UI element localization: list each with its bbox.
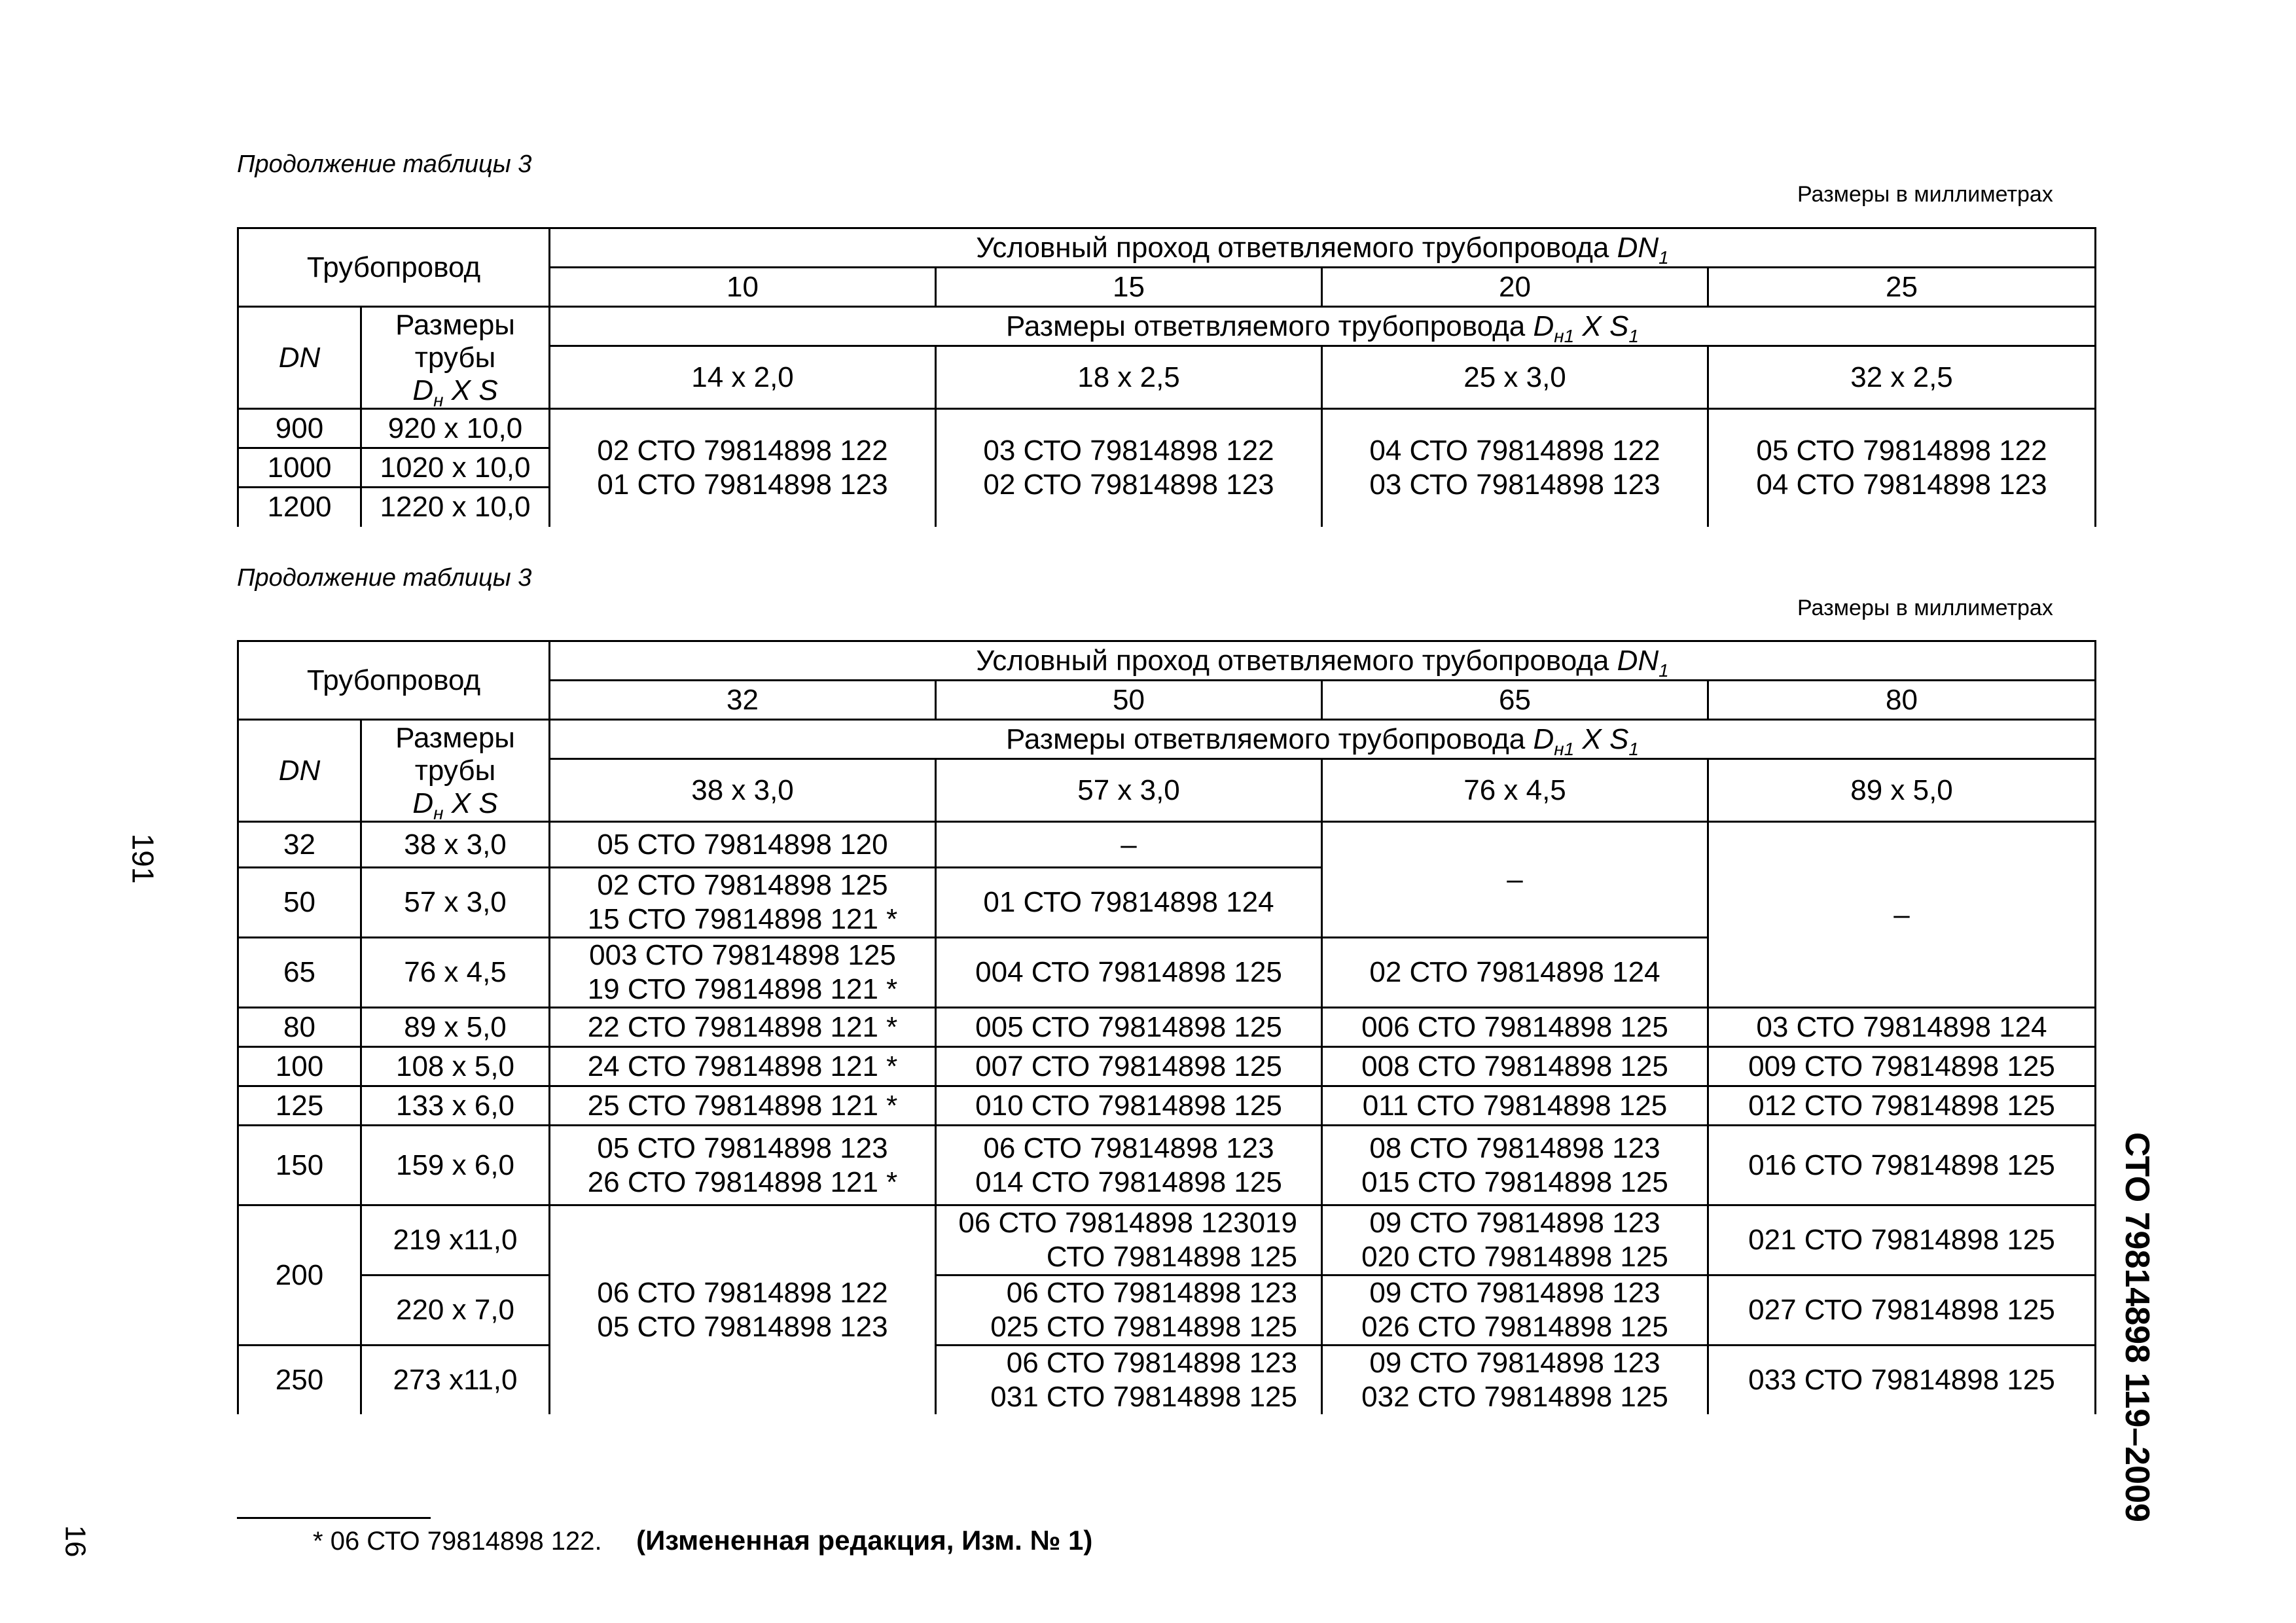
table-row-dn: 900 [238, 409, 361, 448]
table-row-dn: 200 [238, 1205, 361, 1346]
table-row-dn: 50 [238, 868, 361, 938]
table-row-size: 1220 x 10,0 [361, 488, 550, 527]
code-cell: 03 СТО 79814898 122 02 СТО 79814898 123 [936, 409, 1322, 527]
code-cell: 006 СТО 79814898 125 [1322, 1008, 1708, 1047]
dash-cell: – [936, 822, 1322, 868]
nominal-bore-header: Условный проход ответвляемого трубопровода $DN_1$ [550, 641, 2096, 681]
table-row-dn: 32 [238, 822, 361, 868]
dn1-value: 15 [936, 268, 1322, 307]
dn1-value: 20 [1322, 268, 1708, 307]
table-row-dn: 100 [238, 1047, 361, 1086]
code-cell: 03 СТО 79814898 124 [1708, 1008, 2096, 1047]
table-row-dn: 65 [238, 938, 361, 1008]
code-cell: 22 СТО 79814898 121 * [550, 1008, 936, 1047]
table-row-size: 1020 x 10,0 [361, 448, 550, 488]
table2 [237, 640, 2096, 1414]
nominal-bore-header: Условный проход ответвляемого трубопровода $DN_1$ [550, 228, 2096, 268]
dn1-value: 80 [1708, 681, 2096, 720]
footnote [313, 1525, 1092, 1556]
table-row-dn: 250 [238, 1346, 361, 1415]
dash-cell: – [1708, 822, 2096, 1008]
table-row-dn: 150 [238, 1126, 361, 1205]
pipeline-header: Трубопровод [238, 228, 550, 307]
table1-continuation-caption: Продолжение таблицы 3 [237, 151, 532, 178]
side-page-number: 191 [126, 833, 160, 884]
pipe-size-header: Размеры трубы $D_н$ X S [361, 307, 550, 409]
table2-continuation-caption: Продолжение таблицы 3 [237, 564, 532, 592]
dn1-value: 32 [550, 681, 936, 720]
code-cell: 009 СТО 79814898 125 [1708, 1047, 2096, 1086]
table1 [237, 227, 2096, 527]
code-cell: 021 СТО 79814898 125 [1708, 1205, 2096, 1275]
code-cell: 24 СТО 79814898 121 * [550, 1047, 936, 1086]
branch-size-value: 76 x 4,5 [1322, 759, 1708, 822]
pipeline-header: Трубопровод [238, 641, 550, 720]
footnote-separator [237, 1517, 431, 1519]
table-row-dn: 1000 [238, 448, 361, 488]
page-number: 16 [59, 1525, 92, 1558]
code-cell: 027 СТО 79814898 125 [1708, 1275, 2096, 1346]
table-row-size: 108 x 5,0 [361, 1047, 550, 1086]
code-cell: 05 СТО 79814898 122 04 СТО 79814898 123 [1708, 409, 2096, 527]
code-cell: 06 СТО 79814898 123 031 СТО 79814898 125 [936, 1346, 1322, 1415]
code-cell: 011 СТО 79814898 125 [1322, 1086, 1708, 1126]
code-cell: 25 СТО 79814898 121 * [550, 1086, 936, 1126]
table-row-size: 219 x11,0 [361, 1205, 550, 1275]
amendment-note: (Измененная редакция, Изм. № 1) [636, 1525, 1093, 1556]
branch-size-value: 25 x 3,0 [1322, 346, 1708, 409]
code-cell: 010 СТО 79814898 125 [936, 1086, 1322, 1126]
document-code: СТО 79814898 119–2009 [2118, 1132, 2156, 1522]
dn1-value: 50 [936, 681, 1322, 720]
code-cell: 02 СТО 79814898 122 01 СТО 79814898 123 [550, 409, 936, 527]
code-cell: 008 СТО 79814898 125 [1322, 1047, 1708, 1086]
table-row-size: 133 x 6,0 [361, 1086, 550, 1126]
table-row-dn: 1200 [238, 488, 361, 527]
code-cell: 033 СТО 79814898 125 [1708, 1346, 2096, 1415]
table-row-size: 89 x 5,0 [361, 1008, 550, 1047]
dn1-value: 65 [1322, 681, 1708, 720]
table-row-size: 273 x11,0 [361, 1346, 550, 1415]
code-cell: 06 СТО 79814898 123 025 СТО 79814898 125 [936, 1275, 1322, 1346]
code-cell: 09 СТО 79814898 123 020 СТО 79814898 125 [1322, 1205, 1708, 1275]
footnote-mark: * [313, 1527, 323, 1556]
code-cell: 02 СТО 79814898 124 [1322, 938, 1708, 1008]
table-row-size: 57 x 3,0 [361, 868, 550, 938]
code-cell: 007 СТО 79814898 125 [936, 1047, 1322, 1086]
dn-header: DN [238, 307, 361, 409]
table-row-size: 38 x 3,0 [361, 822, 550, 868]
table-row-dn: 125 [238, 1086, 361, 1126]
table-row-size: 159 x 6,0 [361, 1126, 550, 1205]
code-cell: 09 СТО 79814898 123 026 СТО 79814898 125 [1322, 1275, 1708, 1346]
code-cell: 004 СТО 79814898 125 [936, 938, 1322, 1008]
code-cell: 05 СТО 79814898 123 26 СТО 79814898 121 * [550, 1126, 936, 1205]
table-row-size: 76 x 4,5 [361, 938, 550, 1008]
branch-size-value: 14 x 2,0 [550, 346, 936, 409]
code-cell: 06 СТО 79814898 122 05 СТО 79814898 123 [550, 1205, 936, 1415]
branch-size-value: 18 x 2,5 [936, 346, 1322, 409]
dash-cell: – [1322, 822, 1708, 938]
branch-size-header: Размеры ответвляемого трубопровода $D_{н1}$ X $S_1$ [550, 720, 2096, 759]
code-cell: 09 СТО 79814898 123 032 СТО 79814898 125 [1322, 1346, 1708, 1415]
code-cell: 02 СТО 79814898 125 15 СТО 79814898 121 * [550, 868, 936, 938]
table-row-size: 920 x 10,0 [361, 409, 550, 448]
branch-size-value: 38 x 3,0 [550, 759, 936, 822]
code-cell: 005 СТО 79814898 125 [936, 1008, 1322, 1047]
code-cell: 04 СТО 79814898 122 03 СТО 79814898 123 [1322, 409, 1708, 527]
branch-size-value: 89 x 5,0 [1708, 759, 2096, 822]
code-cell: 003 СТО 79814898 125 19 СТО 79814898 121 * [550, 938, 936, 1008]
dn1-value: 25 [1708, 268, 2096, 307]
table-row-size: 220 x 7,0 [361, 1275, 550, 1346]
code-cell: 08 СТО 79814898 123 015 СТО 79814898 125 [1322, 1126, 1708, 1205]
branch-size-value: 57 x 3,0 [936, 759, 1322, 822]
pipe-size-header: Размеры трубы $D_н$ X S [361, 720, 550, 822]
dn1-value: 10 [550, 268, 936, 307]
code-cell: 06 СТО 79814898 123019 СТО 79814898 125 [936, 1205, 1322, 1275]
footnote-text: 06 СТО 79814898 122. [323, 1527, 602, 1556]
table2-units-note: Размеры в миллиметрах [1797, 596, 2053, 620]
code-cell: 05 СТО 79814898 120 [550, 822, 936, 868]
table1-units-note: Размеры в миллиметрах [1797, 182, 2053, 207]
code-cell: 016 СТО 79814898 125 [1708, 1126, 2096, 1205]
code-cell: 06 СТО 79814898 123 014 СТО 79814898 125 [936, 1126, 1322, 1205]
table-row-dn: 80 [238, 1008, 361, 1047]
code-cell: 01 СТО 79814898 124 [936, 868, 1322, 938]
code-cell: 012 СТО 79814898 125 [1708, 1086, 2096, 1126]
branch-size-value: 32 x 2,5 [1708, 346, 2096, 409]
dn-header: DN [238, 720, 361, 822]
branch-size-header: Размеры ответвляемого трубопровода $D_{н1}$ X $S_1$ [550, 307, 2096, 346]
